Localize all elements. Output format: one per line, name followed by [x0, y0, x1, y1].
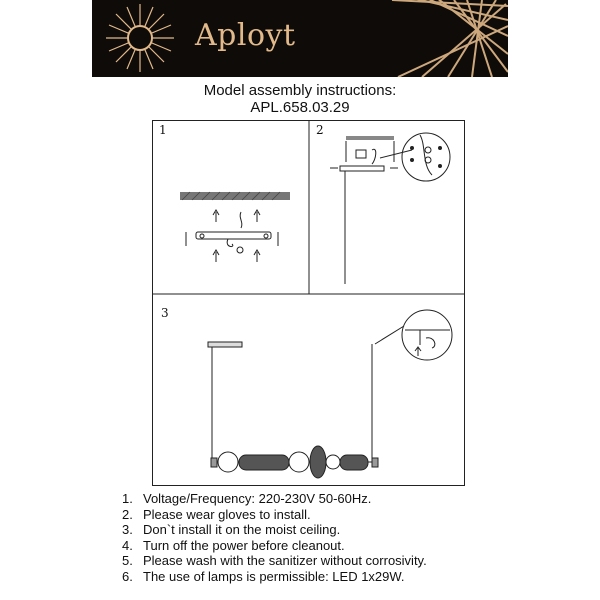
- smoky-glass-oval: [310, 446, 326, 478]
- panel-1-drawing: [180, 192, 290, 262]
- note-number: 2.: [122, 506, 133, 522]
- panel-3-number: 3: [161, 306, 169, 320]
- page-title: Model assembly instructions:: [203, 82, 397, 99]
- brand-name: Aployt: [195, 18, 296, 53]
- list-item: [122, 569, 427, 585]
- note-number: 6.: [122, 568, 133, 584]
- note-text: The use of lamps is permissible: LED 1x29W.: [143, 568, 405, 584]
- instruction-notes-list: [122, 491, 427, 585]
- list-item: [122, 522, 427, 538]
- note-number: 5.: [122, 553, 133, 569]
- smoky-glass-bead: [239, 455, 289, 470]
- note-text: Don`t install it on the moist ceiling.: [143, 522, 341, 538]
- note-number: 3.: [122, 522, 133, 538]
- note-text: Turn off the power before cleanout.: [143, 537, 345, 553]
- list-item: [122, 538, 427, 554]
- note-text: Voltage/Frequency: 220-230V 50-60Hz.: [143, 491, 372, 506]
- note-text: Please wear gloves to install.: [143, 506, 311, 522]
- smoky-glass-bead: [340, 455, 368, 470]
- note-number: 4.: [122, 537, 133, 553]
- panel-3-drawing: [208, 310, 452, 478]
- model-number: APL.658.03.29: [250, 99, 350, 116]
- panel-2-number: 2: [316, 123, 324, 137]
- note-number: 1.: [122, 491, 133, 506]
- panel-1-number: 1: [159, 123, 167, 137]
- list-item: [122, 507, 427, 523]
- note-text: Please wash with the sanitizer without corrosivity.: [143, 553, 427, 569]
- panel-2-drawing: [330, 133, 450, 284]
- list-item: [122, 553, 427, 569]
- list-item: [122, 491, 427, 507]
